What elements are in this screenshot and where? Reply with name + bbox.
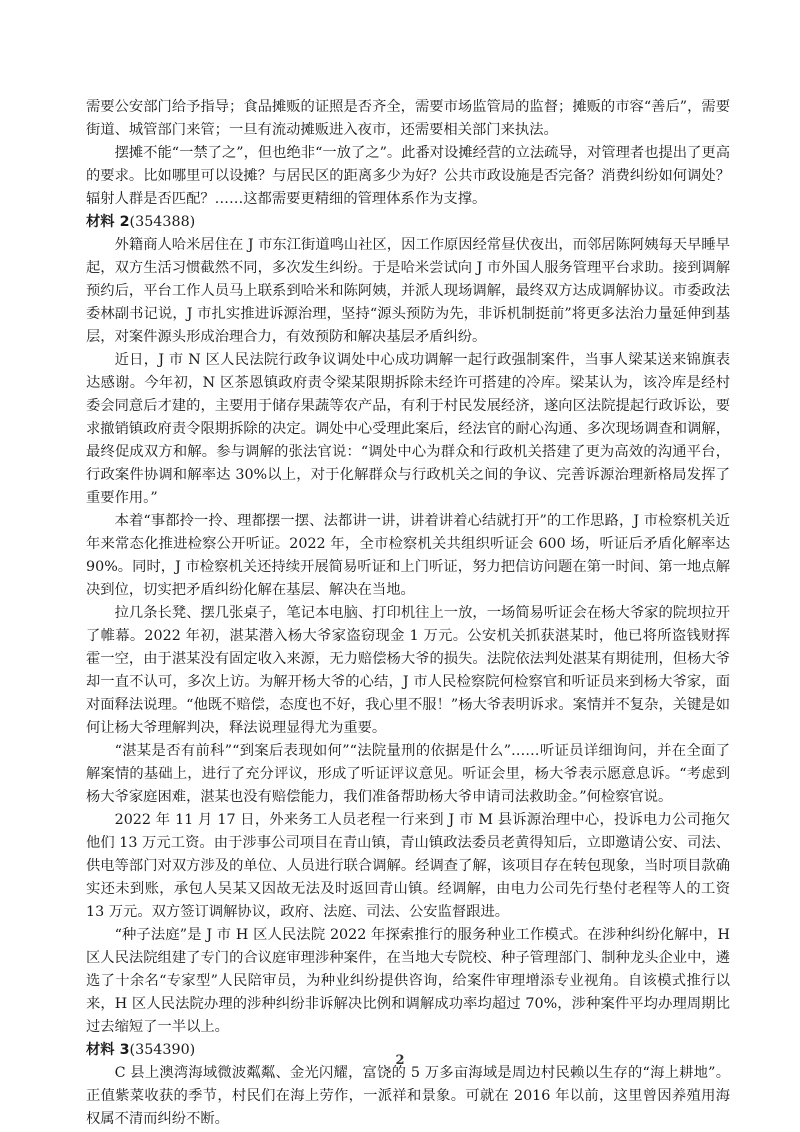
material-2-paragraph-4: 拉几条长凳、摆几张桌子，笔记本电脑、打印机往上一放，一场简易听证会在杨大爷家的院坝拉开了帷幕。2022 年初，湛某潜入杨大爷家盗窃现金 1 万元。公安机关抓获湛某时，他已将所盗钱财挥霍一空，由于湛某没有固定收入来源，无力赔偿杨大爷的损失。法院依法判处湛某有期徒刑，但杨大爷却一直不认可，多次上访。为解开杨大爷的心结，J 市人民检察院何检察官和听证员来到杨大爷家，面对面释法说理。“他既不赔偿，态度也不好，我心里不服！”杨大爷表明诉求。案情并不复杂，关键是如何让杨大爷理解判决，释法说理显得尤为重要。 <box>86 605 730 736</box>
material-3-code: (354390) <box>129 1042 196 1058</box>
material-2-heading <box>86 211 730 234</box>
material-2-paragraph-5: “湛某是否有前科”“到案后表现如何”“法院量刑的依据是什么”……听证员详细询问，并在全面了解案情的基础上，进行了充分评议，形成了听证评议意见。听证会里，杨大爷表示愿意息诉。“考虑到杨大爷家庭困难，湛某也没有赔偿能力，我们准备帮助杨大爷申请司法救助金。”何检察官说。 <box>86 743 730 805</box>
material-2-paragraph-3: 本着“事都拎一拎、理都摆一摆、法都讲一讲，讲着讲着心结就打开”的工作思路，J 市检察机关近年来常态化推进检察公开听证。2022 年，全市检察机关共组织听证会 600 场，听证后矛盾化解率达 90%。同时，J 市检察机关还持续开展简易听证和上门听证，努力把信访问题在第一时间、第一地点解决到位，切实把矛盾纠纷化解在基层、解决在当地。 <box>86 513 730 598</box>
material-2-code: (354388) <box>129 214 196 230</box>
material-2-paragraph-1: 外籍商人哈米居住在 J 市东江街道鸣山社区，因工作原因经常昼伏夜出，而邻居陈阿姨每天早睡早起，双方生活习惯截然不同，多次发生纠纷。于是哈米尝试向 J 市外国人服务管理平台求助。接到调解预约后，平台工作人员马上联系到哈米和陈阿姨，并派人现场调解，最终双方达成调解协议。市委政法委林副书记说，J 市扎实推进诉源治理，坚持“源头预防为先，非诉机制挺前”将更多法治力量延伸到基层，对案件源头形成治理合力，有效预防和解决基层矛盾纠纷。 <box>86 237 730 345</box>
material-2-title: 材料 2 <box>86 214 130 230</box>
page-number: 2 <box>395 1053 405 1068</box>
intro-paragraph-1: 需要公安部门给予指导；食品摊贩的证照是否齐全，需要市场监管局的监督；摊贩的市容“善后”，需要街道、城管部门来管；一旦有流动摊贩进入夜市，还需要相关部门来执法。 <box>86 99 730 138</box>
material-2-paragraph-6: 2022 年 11 月 17 日，外来务工人员老程一行来到 J 市 M 县诉源治理中心，投诉电力公司拖欠他们 13 万元工资。由于涉事公司项目在青山镇，青山镇政法委员老黄得知后，立即邀请公安、司法、供电等部门对双方涉及的单位、人员进行联合调解。经调查了解，该项目存在转包现象，当时项目款确实还未到账，承包人吴某又因故无法及时返回青山镇。经调解，由电力公司先行垫付老程等人的工资 13 万元。双方签订调解协议，政府、法庭、司法、公安监督跟进。 <box>86 812 730 920</box>
material-3-title: 材料 3 <box>86 1042 130 1058</box>
material-3-paragraph-1: C 县上澳湾海域微波粼粼、金光闪耀，富饶的 5 万多亩海域是周边村民赖以生存的“海上耕地”。正值紫菜收获的季节，村民们在海上劳作，一派祥和景象。可就在 2016 年以前，这里曾因养殖用海权属不清而纠纷不断。 <box>86 1065 730 1127</box>
material-2-paragraph-2: 近日，J 市 N 区人民法院行政争议调处中心成功调解一起行政强制案件，当事人梁某送来锦旗表达感谢。今年初，N 区茶恩镇政府责令梁某限期拆除未经许可搭建的冷库。梁某认为，该冷库是经村委会同意后才建的，主要用于储存果蔬等农产品，有利于村民发展经济，遂向区法院提起行政诉讼，要求撤销镇政府责令限期拆除的决定。调处中心受理此案后，经法官的耐心沟通、多次现场调查和调解，最终促成双方和解。参与调解的张法官说：“调处中心为群众和行政机关搭建了更为高效的沟通平台，行政案件协调和解率达 30%以上，对于化解群众与行政机关之间的争议、完善诉源治理新格局发挥了重要作用。” <box>86 352 730 506</box>
intro-paragraph-2: 摆摊不能“一禁了之”，但也绝非“一放了之”。此番对设摊经营的立法疏导，对管理者也提出了更高的要求。比如哪里可以设摊？与居民区的距离多少为好？公共市政设施是否完备？消费纠纷如何调处？辐射人群是否匹配？……这都需要更精细的管理体系作为支撑。 <box>86 145 730 207</box>
material-2-paragraph-7: “种子法庭”是 J 市 H 区人民法院 2022 年探索推行的服务种业工作模式。在涉种纠纷化解中，H 区人民法院组建了专门的合议庭审理涉种案件，在当地大专院校、种子管理部门、制种龙头企业中，遴选了十余名“专家型”人民陪审员，为种业纠纷提供咨询，给案件审理增添专业视角。自该模式推行以来，H 区人民法院办理的涉种纠纷非诉解决比例和调解成功率均超过 70%，涉种案件平均办理周期比过去缩短了一半以上。 <box>86 927 730 1035</box>
